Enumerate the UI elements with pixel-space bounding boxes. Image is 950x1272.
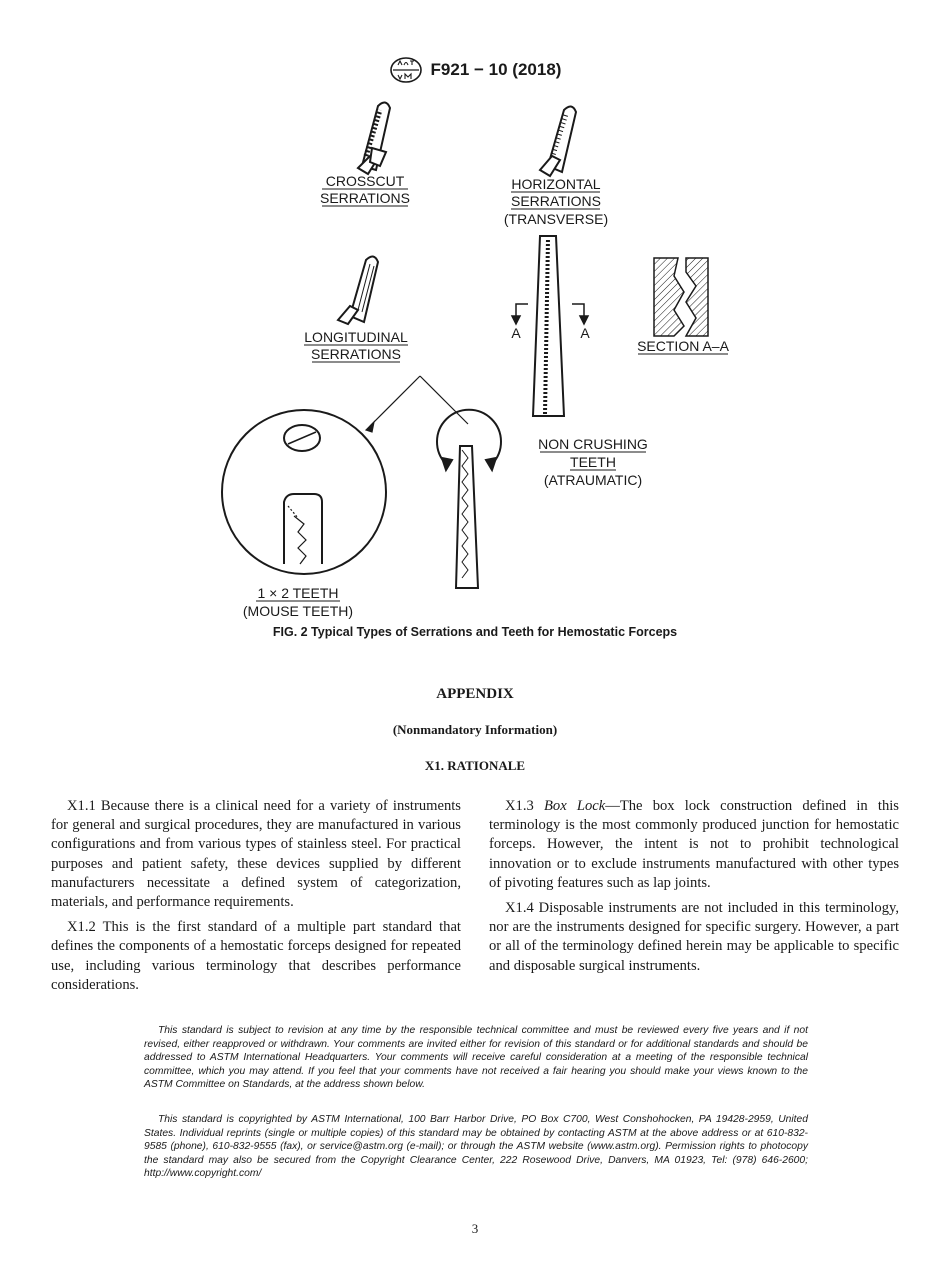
label-crosscut-1: CROSSCUT	[325, 173, 405, 189]
page-number: 3	[471, 1221, 479, 1236]
label-crosscut-2: SERRATIONS	[320, 190, 410, 206]
atraumatic-detail	[437, 410, 501, 588]
label-non-crushing-2: TEETH	[570, 454, 616, 470]
label-longitudinal-2: SERRATIONS	[311, 346, 401, 362]
label-horizontal-1: HORIZONTAL	[511, 176, 601, 192]
non-crushing-jaw-drawing	[533, 236, 564, 416]
mouse-teeth-detail	[222, 410, 386, 574]
paragraph-x1-4: X1.4 Disposable instruments are not included in this terminology, nor are the instruments designed for specific surgery. However, a part or all of the terminology defined herein may be applicable to specific and disposable surgical instruments.	[489, 900, 899, 974]
longitudinal-jaw-drawing	[338, 256, 378, 324]
label-non-crushing-3: (ATRAUMATIC)	[543, 472, 643, 488]
label-horizontal-3: (TRANSVERSE)	[503, 211, 609, 227]
appendix-title: APPENDIX	[436, 686, 514, 702]
appendix-subtitle: (Nonmandatory Information)	[392, 722, 558, 737]
copyright-notice	[144, 1113, 808, 1181]
figure-2	[200, 96, 760, 626]
astm-logo-icon	[389, 56, 423, 84]
standard-designation: F921 − 10 (2018)	[430, 60, 562, 79]
label-horizontal-2: SERRATIONS	[511, 193, 601, 209]
section-a-a-drawing	[654, 258, 708, 336]
horizontal-jaw-drawing	[540, 106, 576, 176]
label-longitudinal-1: LONGITUDINAL	[304, 329, 408, 345]
page-header	[0, 56, 950, 84]
revision-notice-text: This standard is subject to revision at any time by the responsible technical committee and must be reviewed every five years and if not revised, either reapproved or withdrawn. Your comments are invited either for revision of this standard or for additional standards and should be addressed to ASTM International Headquarters. Your comments will receive careful consideration at a meeting of the responsible technical committee, which you may attend. If you feel that your comments have not received a fair hearing you should make your views known to the ASTM Committee on Standards, at the address shown below.	[144, 1025, 808, 1090]
label-non-crushing-1: NON CRUSHING	[538, 436, 648, 452]
paragraph-x1-3	[489, 797, 899, 893]
paragraph-x1-2: X1.2 This is the first standard of a multiple part standard that defines the components of a hemostatic forceps designed for repeated use, including various terminology that describes performance considerations.	[51, 919, 461, 993]
right-column	[489, 797, 899, 982]
crosscut-jaw-drawing	[358, 102, 390, 174]
paragraph-x1-1: X1.1 Because there is a clinical need for a variety of instruments for general and surgical procedures, they are manufactured in various configurations and from various types of stainless steel. For practical purposes and patient safety, these devices supplied by different manufacturers necessitate a defined system of categorization, materials, and performance requirements.	[51, 798, 461, 911]
section-title: X1. RATIONALE	[424, 758, 526, 773]
left-column	[51, 797, 461, 1001]
copyright-notice-text: This standard is copyrighted by ASTM International, 100 Barr Harbor Drive, PO Box C700, West Conshohocken, PA 19428-2959, United States. Individual reprints (single or multiple copies) of this standard may be obtained by contacting ASTM at the above address or at 610-832-9585 (phone), 610-832-9555 (fax), or service@astm.org (e-mail); or through the ASTM website (www.astm.org). Permission rights to photocopy the standard may also be secured from the Copyright Clearance Center, 222 Rosewood Drive, Danvers, MA 01923, Tel: (978) 646-2600; http://www.copyright.com/	[144, 1114, 808, 1179]
x1-3-number: X1.3	[505, 798, 534, 814]
label-mouse-teeth-1: 1 × 2 TEETH	[257, 585, 339, 601]
callout-lines	[366, 376, 468, 432]
label-mouse-teeth-2: (MOUSE TEETH)	[242, 603, 354, 619]
figure-caption: FIG. 2 Typical Types of Serrations and Teeth for Hemostatic Forceps	[272, 625, 678, 639]
section-marker-left: A	[511, 325, 521, 341]
label-section-a-a: SECTION A–A	[637, 338, 729, 354]
x1-3-term: Box Lock	[543, 798, 606, 814]
serrations-illustration	[200, 96, 760, 626]
revision-notice	[144, 1024, 808, 1092]
section-marker-right: A	[580, 325, 590, 341]
x1-3-text: —The box lock construction defined in this terminology is the most commonly produced junction for hemostatic forceps. However, the intent is not to prohibit technological innovation or to exclude instruments manufactured with other types of pivoting features such as lap joints.	[489, 798, 899, 891]
